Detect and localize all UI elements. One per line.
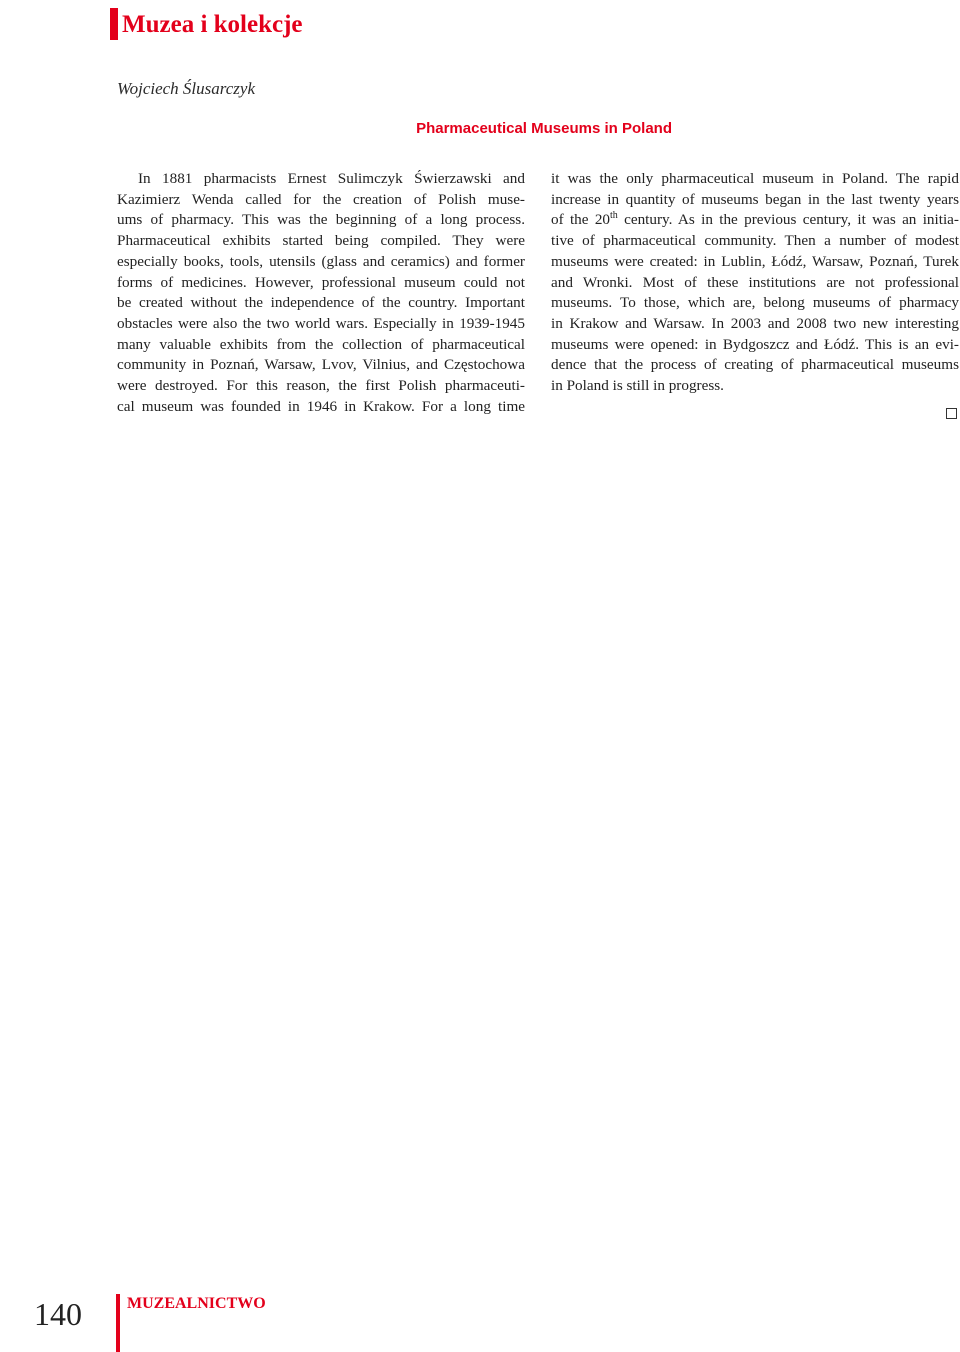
page-number: 140 [34, 1296, 82, 1332]
text-line: in Krakow and Warsaw. In 2003 and 2008 two new interesting [551, 314, 959, 332]
text-line: in Poland is still in progress. [551, 377, 724, 395]
article-title: Pharmaceutical Museums in Poland [416, 120, 672, 137]
journal-name: MUZEALNICTWO [127, 1295, 266, 1312]
text-fragment: century. As in the previous century, it was an initia- [617, 211, 959, 229]
text-line: it was the only pharmaceutical museum in Poland. The rapid [551, 170, 959, 187]
text-line-with-superscript [551, 210, 959, 231]
footer-accent-bar [116, 1294, 120, 1352]
text-line: be created without the independence of the country. Important [117, 294, 525, 312]
text-line: forms of medicines. However, professional museum could not [117, 273, 525, 291]
text-line: cal museum was founded in 1946 in Krakow. For a long time [117, 397, 525, 415]
section-accent-bar [110, 8, 118, 40]
text-line: museums were opened: in Bydgoszcz and Łódź. This is an evi- [551, 335, 959, 353]
right-column [551, 169, 959, 397]
text-line: In 1881 pharmacists Ernest Sulimczyk Świerzawski and [138, 170, 525, 187]
text-line: Pharmaceutical exhibits started being compiled. They were [117, 232, 525, 250]
author-name: Wojciech Ślusarczyk [117, 79, 256, 98]
text-line: many valuable exhibits from the collection of pharmaceutical [117, 335, 525, 353]
text-line: dence that the process of creating of pharmaceutical museums [551, 356, 959, 374]
text-fragment: of the 20 [551, 211, 611, 229]
text-line: museums were created: in Lublin, Łódź, Warsaw, Poznań, Turek [551, 252, 959, 270]
text-line: and Wronki. Most of these institutions are not professional [551, 273, 959, 291]
end-of-article-square-icon [946, 408, 957, 419]
text-line: community in Poznań, Warsaw, Lvov, Vilnius, and Częstochowa [117, 356, 525, 374]
text-line: museums. To those, which are, belong museums of pharmacy [551, 294, 959, 312]
text-line: ums of pharmacy. This was the beginning of a long process. [117, 211, 525, 229]
text-line: obstacles were also the two world wars. Especially in 1939-1945 [117, 314, 525, 332]
text-line: were destroyed. For this reason, the first Polish pharmaceuti- [117, 377, 525, 395]
section-title: Muzea i kolekcje [122, 11, 303, 38]
text-line: tive of pharmaceutical community. Then a number of modest [551, 232, 959, 250]
text-line: increase in quantity of museums began in the last twenty years [551, 190, 959, 208]
text-line: especially books, tools, utensils (glass and ceramics) and former [117, 252, 525, 270]
text-line: Kazimierz Wenda called for the creation of Polish muse- [117, 190, 525, 208]
left-column [117, 169, 525, 417]
superscript: th [610, 210, 618, 222]
